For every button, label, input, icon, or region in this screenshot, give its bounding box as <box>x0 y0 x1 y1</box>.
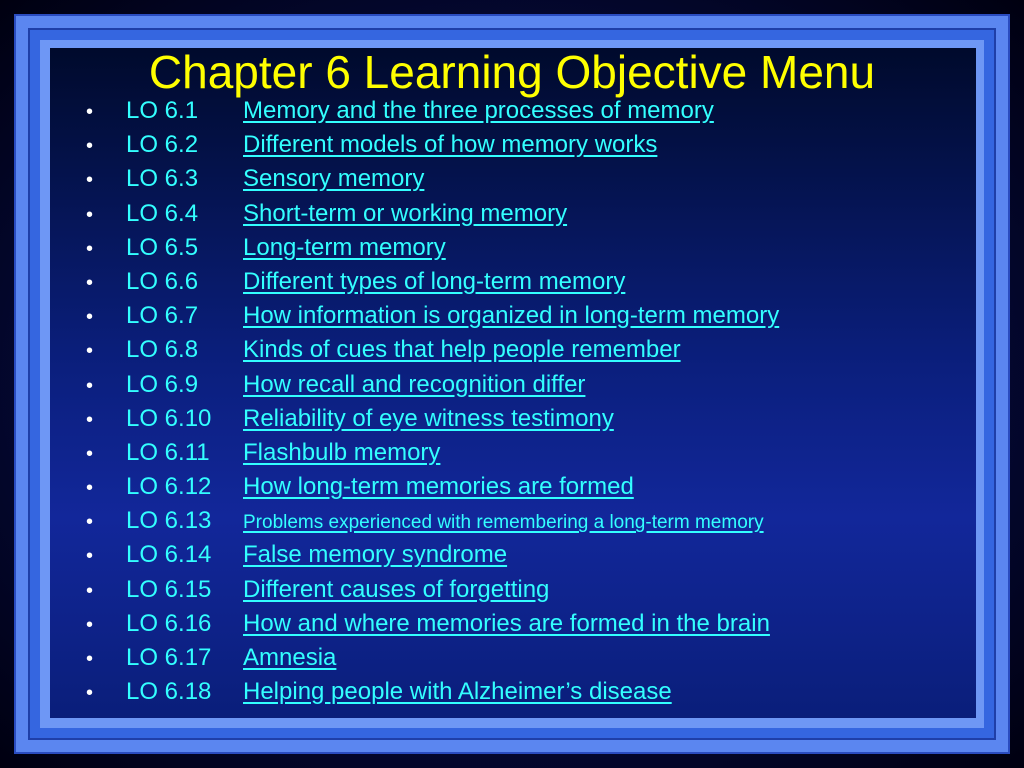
objective-text: How and where memories are formed in the brain <box>243 609 770 637</box>
objective-code: LO 6.15 <box>126 575 212 603</box>
list-item <box>82 436 779 470</box>
bullet-icon: • <box>86 169 94 192</box>
bullet-icon: • <box>86 271 94 294</box>
list-item <box>82 231 779 265</box>
list-item <box>82 94 779 128</box>
objective-code: LO 6.10 <box>126 404 212 432</box>
objective-text: Reliability of eye witness testimony <box>243 404 614 432</box>
list-item <box>82 573 779 607</box>
objective-link-6-16[interactable] <box>126 607 770 641</box>
bullet-icon: • <box>86 101 94 123</box>
objective-text: Short-term or working memory <box>243 199 568 227</box>
objective-link-6-13[interactable] <box>126 504 764 540</box>
objective-code: LO 6.5 <box>126 233 199 261</box>
objective-link-6-14[interactable] <box>126 538 507 572</box>
objective-text: Amnesia <box>243 644 337 671</box>
objective-link-6-10[interactable] <box>126 402 614 436</box>
list-item <box>82 368 779 402</box>
objective-link-6-7[interactable] <box>126 299 779 333</box>
objective-code: LO 6.3 <box>126 165 199 193</box>
bullet-icon: • <box>86 545 94 568</box>
objective-text: Sensory memory <box>243 165 425 193</box>
objective-link-6-2[interactable] <box>126 128 657 162</box>
objective-text: Flashbulb memory <box>243 438 441 466</box>
objective-link-6-11[interactable] <box>126 436 440 470</box>
bullet-icon: • <box>86 203 94 226</box>
objective-link-6-6[interactable] <box>126 265 625 299</box>
bullet-icon: • <box>86 135 94 158</box>
objective-menu-list <box>82 94 779 709</box>
objective-code: LO 6.9 <box>126 370 199 398</box>
bullet-icon: • <box>86 374 94 397</box>
bullet-icon: • <box>86 477 94 500</box>
objective-text: How information is organized in long-term memory <box>243 302 780 330</box>
objective-link-6-17[interactable] <box>126 641 336 675</box>
objective-text: Different models of how memory works <box>243 131 658 159</box>
list-item <box>82 197 779 231</box>
objective-text: Kinds of cues that help people remember <box>243 336 681 364</box>
objective-code: LO 6.6 <box>126 267 199 295</box>
bullet-icon: • <box>86 579 94 602</box>
objective-text: False memory syndrome <box>243 541 508 569</box>
objective-code: LO 6.13 <box>126 507 212 535</box>
objective-link-6-15[interactable] <box>126 573 549 607</box>
bullet-icon: • <box>86 237 94 260</box>
objective-link-6-18[interactable] <box>126 675 672 709</box>
objective-text: Helping people with Alzheimer’s disease <box>243 678 672 706</box>
objective-link-6-12[interactable] <box>126 470 634 504</box>
objective-link-6-4[interactable] <box>126 197 567 231</box>
list-item <box>82 265 779 299</box>
objective-text: How recall and recognition differ <box>243 370 586 398</box>
list-item <box>82 470 779 504</box>
bullet-icon: • <box>86 511 94 534</box>
list-item <box>82 162 779 196</box>
list-item <box>82 333 779 367</box>
objective-code: LO 6.16 <box>126 609 212 637</box>
objective-code: LO 6.11 <box>126 438 210 466</box>
objective-code: LO 6.1 <box>126 97 199 124</box>
objective-code: LO 6.17 <box>126 644 212 671</box>
bullet-icon: • <box>86 648 94 670</box>
objective-code: LO 6.12 <box>126 473 212 501</box>
objective-code: LO 6.7 <box>126 302 199 330</box>
objective-code: LO 6.14 <box>126 541 212 569</box>
bullet-icon: • <box>86 306 94 329</box>
list-item <box>82 128 779 162</box>
list-item <box>82 607 779 641</box>
objective-link-6-8[interactable] <box>126 333 681 367</box>
objective-code: LO 6.2 <box>126 131 199 159</box>
bullet-icon: • <box>86 408 94 431</box>
objective-text: Different causes of forgetting <box>243 575 550 603</box>
objective-code: LO 6.18 <box>126 678 212 706</box>
list-item <box>82 504 779 538</box>
bullet-icon: • <box>86 340 94 363</box>
objective-link-6-3[interactable] <box>126 162 424 196</box>
list-item <box>82 641 779 675</box>
bullet-icon: • <box>86 613 94 636</box>
objective-code: LO 6.8 <box>126 336 199 364</box>
objective-text: Long-term memory <box>243 233 446 261</box>
objective-code: LO 6.4 <box>126 199 199 227</box>
objective-text: How long-term memories are formed <box>243 473 634 501</box>
objective-text: Problems experienced with remembering a long-term memory <box>243 512 764 534</box>
objective-link-6-5[interactable] <box>126 231 446 265</box>
list-item <box>82 402 779 436</box>
list-item <box>82 299 779 333</box>
objective-text: Different types of long-term memory <box>243 267 626 295</box>
bullet-icon: • <box>86 682 94 705</box>
list-item <box>82 538 779 572</box>
objective-link-6-9[interactable] <box>126 368 585 402</box>
objective-text: Memory and the three processes of memory <box>243 97 714 124</box>
bullet-icon: • <box>86 442 94 465</box>
page-title: Chapter 6 Learning Objective Menu <box>148 46 876 98</box>
list-item <box>82 675 779 709</box>
objective-link-6-1[interactable] <box>126 94 714 128</box>
